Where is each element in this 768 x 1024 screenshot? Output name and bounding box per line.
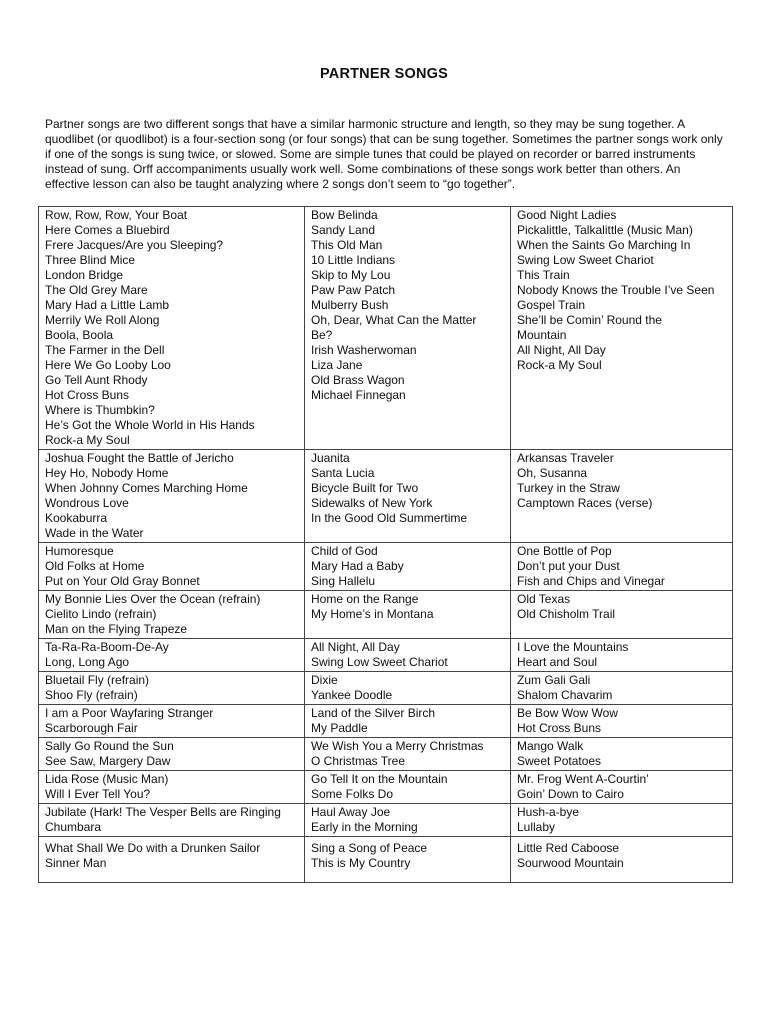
song-group-cell [39, 705, 305, 738]
song-title: Early in the Morning [311, 820, 418, 834]
song-title: Fish and Chips and Vinegar [517, 574, 665, 588]
song-title: Kookaburra [45, 511, 108, 525]
song-group-row [39, 450, 733, 543]
song-title: Sinner Man [45, 856, 107, 870]
song-group-cell [511, 672, 733, 705]
song-group-cell [511, 207, 733, 450]
song-group-cell [305, 450, 511, 543]
song-title: Row, Row, Row, Your Boat [45, 208, 188, 222]
song-group-row [39, 738, 733, 771]
song-title: In the Good Old Summertime [311, 511, 468, 525]
song-title: Put on Your Old Gray Bonnet [45, 574, 200, 588]
partner-songs-table-body [39, 207, 733, 883]
song-title: Mulberry Bush [311, 298, 389, 312]
song-title: Hot Cross Buns [517, 721, 602, 735]
song-group-cell [511, 837, 733, 883]
song-group-cell [39, 543, 305, 591]
song-title: Old Brass Wagon [311, 373, 405, 387]
song-title: Santa Lucia [311, 466, 375, 480]
song-title: Michael Finnegan [311, 388, 406, 402]
song-title: Child of God [311, 544, 378, 558]
song-title: Boola, Boola [45, 328, 114, 342]
song-title: Juanita [311, 451, 350, 465]
song-group-cell [511, 705, 733, 738]
song-group-cell [305, 837, 511, 883]
song-title: He’s Got the Whole World in His Hands [45, 418, 255, 432]
song-title: Wondrous Love [45, 496, 129, 510]
song-group-cell [39, 837, 305, 883]
partner-songs-table [38, 206, 733, 883]
song-group-cell [305, 738, 511, 771]
song-title: Be? [311, 328, 333, 342]
song-group-cell [511, 639, 733, 672]
song-group-cell [39, 771, 305, 804]
song-title: Cielito Lindo (refrain) [45, 607, 157, 621]
song-title: Oh, Susanna [517, 466, 588, 480]
song-title: Mary Had a Baby [311, 559, 404, 573]
song-title: Here We Go Looby Loo [45, 358, 171, 372]
song-title: We Wish You a Merry Christmas [311, 739, 484, 753]
song-title: Sourwood Mountain [517, 856, 624, 870]
song-title: Lullaby [517, 820, 556, 834]
song-title: Old Folks at Home [45, 559, 145, 573]
song-title: See Saw, Margery Daw [45, 754, 171, 768]
song-group-row [39, 591, 733, 639]
song-title: Mountain [517, 328, 567, 342]
song-group-cell [511, 804, 733, 837]
song-title: Zum Gali Gali [517, 673, 591, 687]
song-title: Sally Go Round the Sun [45, 739, 174, 753]
song-title: Man on the Flying Trapeze [45, 622, 188, 636]
song-title: Sing a Song of Peace [311, 841, 428, 855]
song-group-row [39, 837, 733, 883]
song-group-cell [39, 804, 305, 837]
song-group-cell [511, 738, 733, 771]
song-title: All Night, All Day [311, 640, 400, 654]
song-title: Mary Had a Little Lamb [45, 298, 170, 312]
song-title: Joshua Fought the Battle of Jericho [45, 451, 234, 465]
song-title: Yankee Doodle [311, 688, 393, 702]
song-title: My Paddle [311, 721, 368, 735]
song-group-cell [511, 771, 733, 804]
song-title: This Train [517, 268, 570, 282]
song-title: Be Bow Wow Wow [517, 706, 618, 720]
song-title: Mango Walk [517, 739, 584, 753]
song-title: Lida Rose (Music Man) [45, 772, 169, 786]
song-title: Hey Ho, Nobody Home [45, 466, 169, 480]
song-title: Old Texas [517, 592, 571, 606]
song-title: When the Saints Go Marching In [517, 238, 691, 252]
song-title: Dixie [311, 673, 338, 687]
song-title: Paw Paw Patch [311, 283, 396, 297]
song-group-cell [39, 591, 305, 639]
song-title: Nobody Knows the Trouble I’ve Seen [517, 283, 715, 297]
song-title: Arkansas Traveler [517, 451, 614, 465]
song-group-row [39, 639, 733, 672]
song-title: One Bottle of Pop [517, 544, 612, 558]
song-title: Oh, Dear, What Can the Matter [311, 313, 477, 327]
song-title: Skip to My Lou [311, 268, 391, 282]
song-title: Sing Hallelu [311, 574, 376, 588]
song-group-row [39, 207, 733, 450]
song-title: Shalom Chavarim [517, 688, 613, 702]
song-title: Where is Thumbkin? [45, 403, 155, 417]
song-title: Some Folks Do [311, 787, 394, 801]
song-title: Hush-a-bye [517, 805, 580, 819]
song-title: Will I Ever Tell You? [45, 787, 151, 801]
song-title: Gospel Train [517, 298, 586, 312]
song-title: Little Red Caboose [517, 841, 620, 855]
song-title: Bow Belinda [311, 208, 378, 222]
song-title: Old Chisholm Trail [517, 607, 616, 621]
song-title: Sweet Potatoes [517, 754, 602, 768]
song-group-cell [305, 207, 511, 450]
song-title: Rock-a My Soul [517, 358, 602, 372]
song-group-cell [511, 591, 733, 639]
song-group-cell [305, 639, 511, 672]
song-title: This is My Country [311, 856, 411, 870]
song-title: Here Comes a Bluebird [45, 223, 170, 237]
song-title: Good Night Ladies [517, 208, 617, 222]
song-title: Hot Cross Buns [45, 388, 130, 402]
song-title: Don’t put your Dust [517, 559, 620, 573]
intro-paragraph: Partner songs are two different songs that have a similar harmonic structure and length, so they may be sung together. A quodlibet (or quodlibot) is a four-section song (or four songs) that can be sung together. Sometimes the partner songs work only if one of the songs is sung twice, or slowed. Some are simple tunes that could be played on recorder or barred instruments instead of sung. Orff accompaniments usually work well. Some combinations of these songs work better than others. An effective lesson can also be taught analyzing where 2 songs don’t seem to “go together”. [45, 117, 723, 191]
song-title: Haul Away Joe [311, 805, 391, 819]
song-title: Home on the Range [311, 592, 419, 606]
song-group-cell [305, 543, 511, 591]
song-title: I Love the Mountains [517, 640, 629, 654]
song-title: She’ll be Comin’ Round the [517, 313, 662, 327]
song-title: My Home’s in Montana [311, 607, 434, 621]
song-title: What Shall We Do with a Drunken Sailor [45, 841, 261, 855]
song-title: Land of the Silver Birch [311, 706, 436, 720]
song-title: The Farmer in the Dell [45, 343, 165, 357]
song-title: When Johnny Comes Marching Home [45, 481, 248, 495]
song-group-cell [305, 591, 511, 639]
song-title: London Bridge [45, 268, 124, 282]
song-title: Rock-a My Soul [45, 433, 130, 447]
song-group-cell [511, 543, 733, 591]
song-title: Liza Jane [311, 358, 363, 372]
song-group-cell [39, 450, 305, 543]
song-group-cell [39, 207, 305, 450]
song-group-cell [39, 639, 305, 672]
song-group-row [39, 672, 733, 705]
song-title: Long, Long Ago [45, 655, 130, 669]
song-title: Swing Low Sweet Chariot [517, 253, 654, 267]
song-group-row [39, 804, 733, 837]
song-group-row [39, 543, 733, 591]
song-title: Mr. Frog Went A-Courtin’ [517, 772, 649, 786]
song-title: Wade in the Water [45, 526, 144, 540]
song-title: Pickalittle, Talkalittle (Music Man) [517, 223, 693, 237]
song-title: Frere Jacques/Are you Sleeping? [45, 238, 224, 252]
song-title: Scarborough Fair [45, 721, 138, 735]
song-title: Irish Washerwoman [311, 343, 417, 357]
song-title: All Night, All Day [517, 343, 606, 357]
song-title: Three Blind Mice [45, 253, 136, 267]
song-title: 10 Little Indians [311, 253, 396, 267]
song-group-row [39, 705, 733, 738]
song-title: Heart and Soul [517, 655, 598, 669]
song-title: Jubilate (Hark! The Vesper Bells are Ringing [45, 805, 281, 819]
song-group-cell [511, 450, 733, 543]
song-title: This Old Man [311, 238, 383, 252]
song-title: Goin’ Down to Cairo [517, 787, 624, 801]
song-title: Sandy Land [311, 223, 376, 237]
song-group-cell [305, 672, 511, 705]
song-title: Bicycle Built for Two [311, 481, 419, 495]
song-title: O Christmas Tree [311, 754, 406, 768]
song-title: Shoo Fly (refrain) [45, 688, 138, 702]
song-title: Go Tell It on the Mountain [311, 772, 448, 786]
song-title: Turkey in the Straw [517, 481, 620, 495]
song-title: The Old Grey Mare [45, 283, 148, 297]
song-title: Chumbara [45, 820, 102, 834]
song-group-cell [305, 705, 511, 738]
page-title: PARTNER SONGS [319, 66, 448, 82]
song-group-cell [305, 771, 511, 804]
song-title: Merrily We Roll Along [45, 313, 160, 327]
song-title: Swing Low Sweet Chariot [311, 655, 448, 669]
song-group-cell [305, 804, 511, 837]
song-title: Humoresque [45, 544, 114, 558]
song-group-cell [39, 738, 305, 771]
song-title: I am a Poor Wayfaring Stranger [45, 706, 214, 720]
song-title: Go Tell Aunt Rhody [45, 373, 148, 387]
song-title: Sidewalks of New York [311, 496, 433, 510]
song-title: Ta-Ra-Ra-Boom-De-Ay [45, 640, 169, 654]
song-title: Camptown Races (verse) [517, 496, 653, 510]
song-title: Bluetail Fly (refrain) [45, 673, 150, 687]
song-group-cell [39, 672, 305, 705]
song-title: My Bonnie Lies Over the Ocean (refrain) [45, 592, 261, 606]
song-group-row [39, 771, 733, 804]
